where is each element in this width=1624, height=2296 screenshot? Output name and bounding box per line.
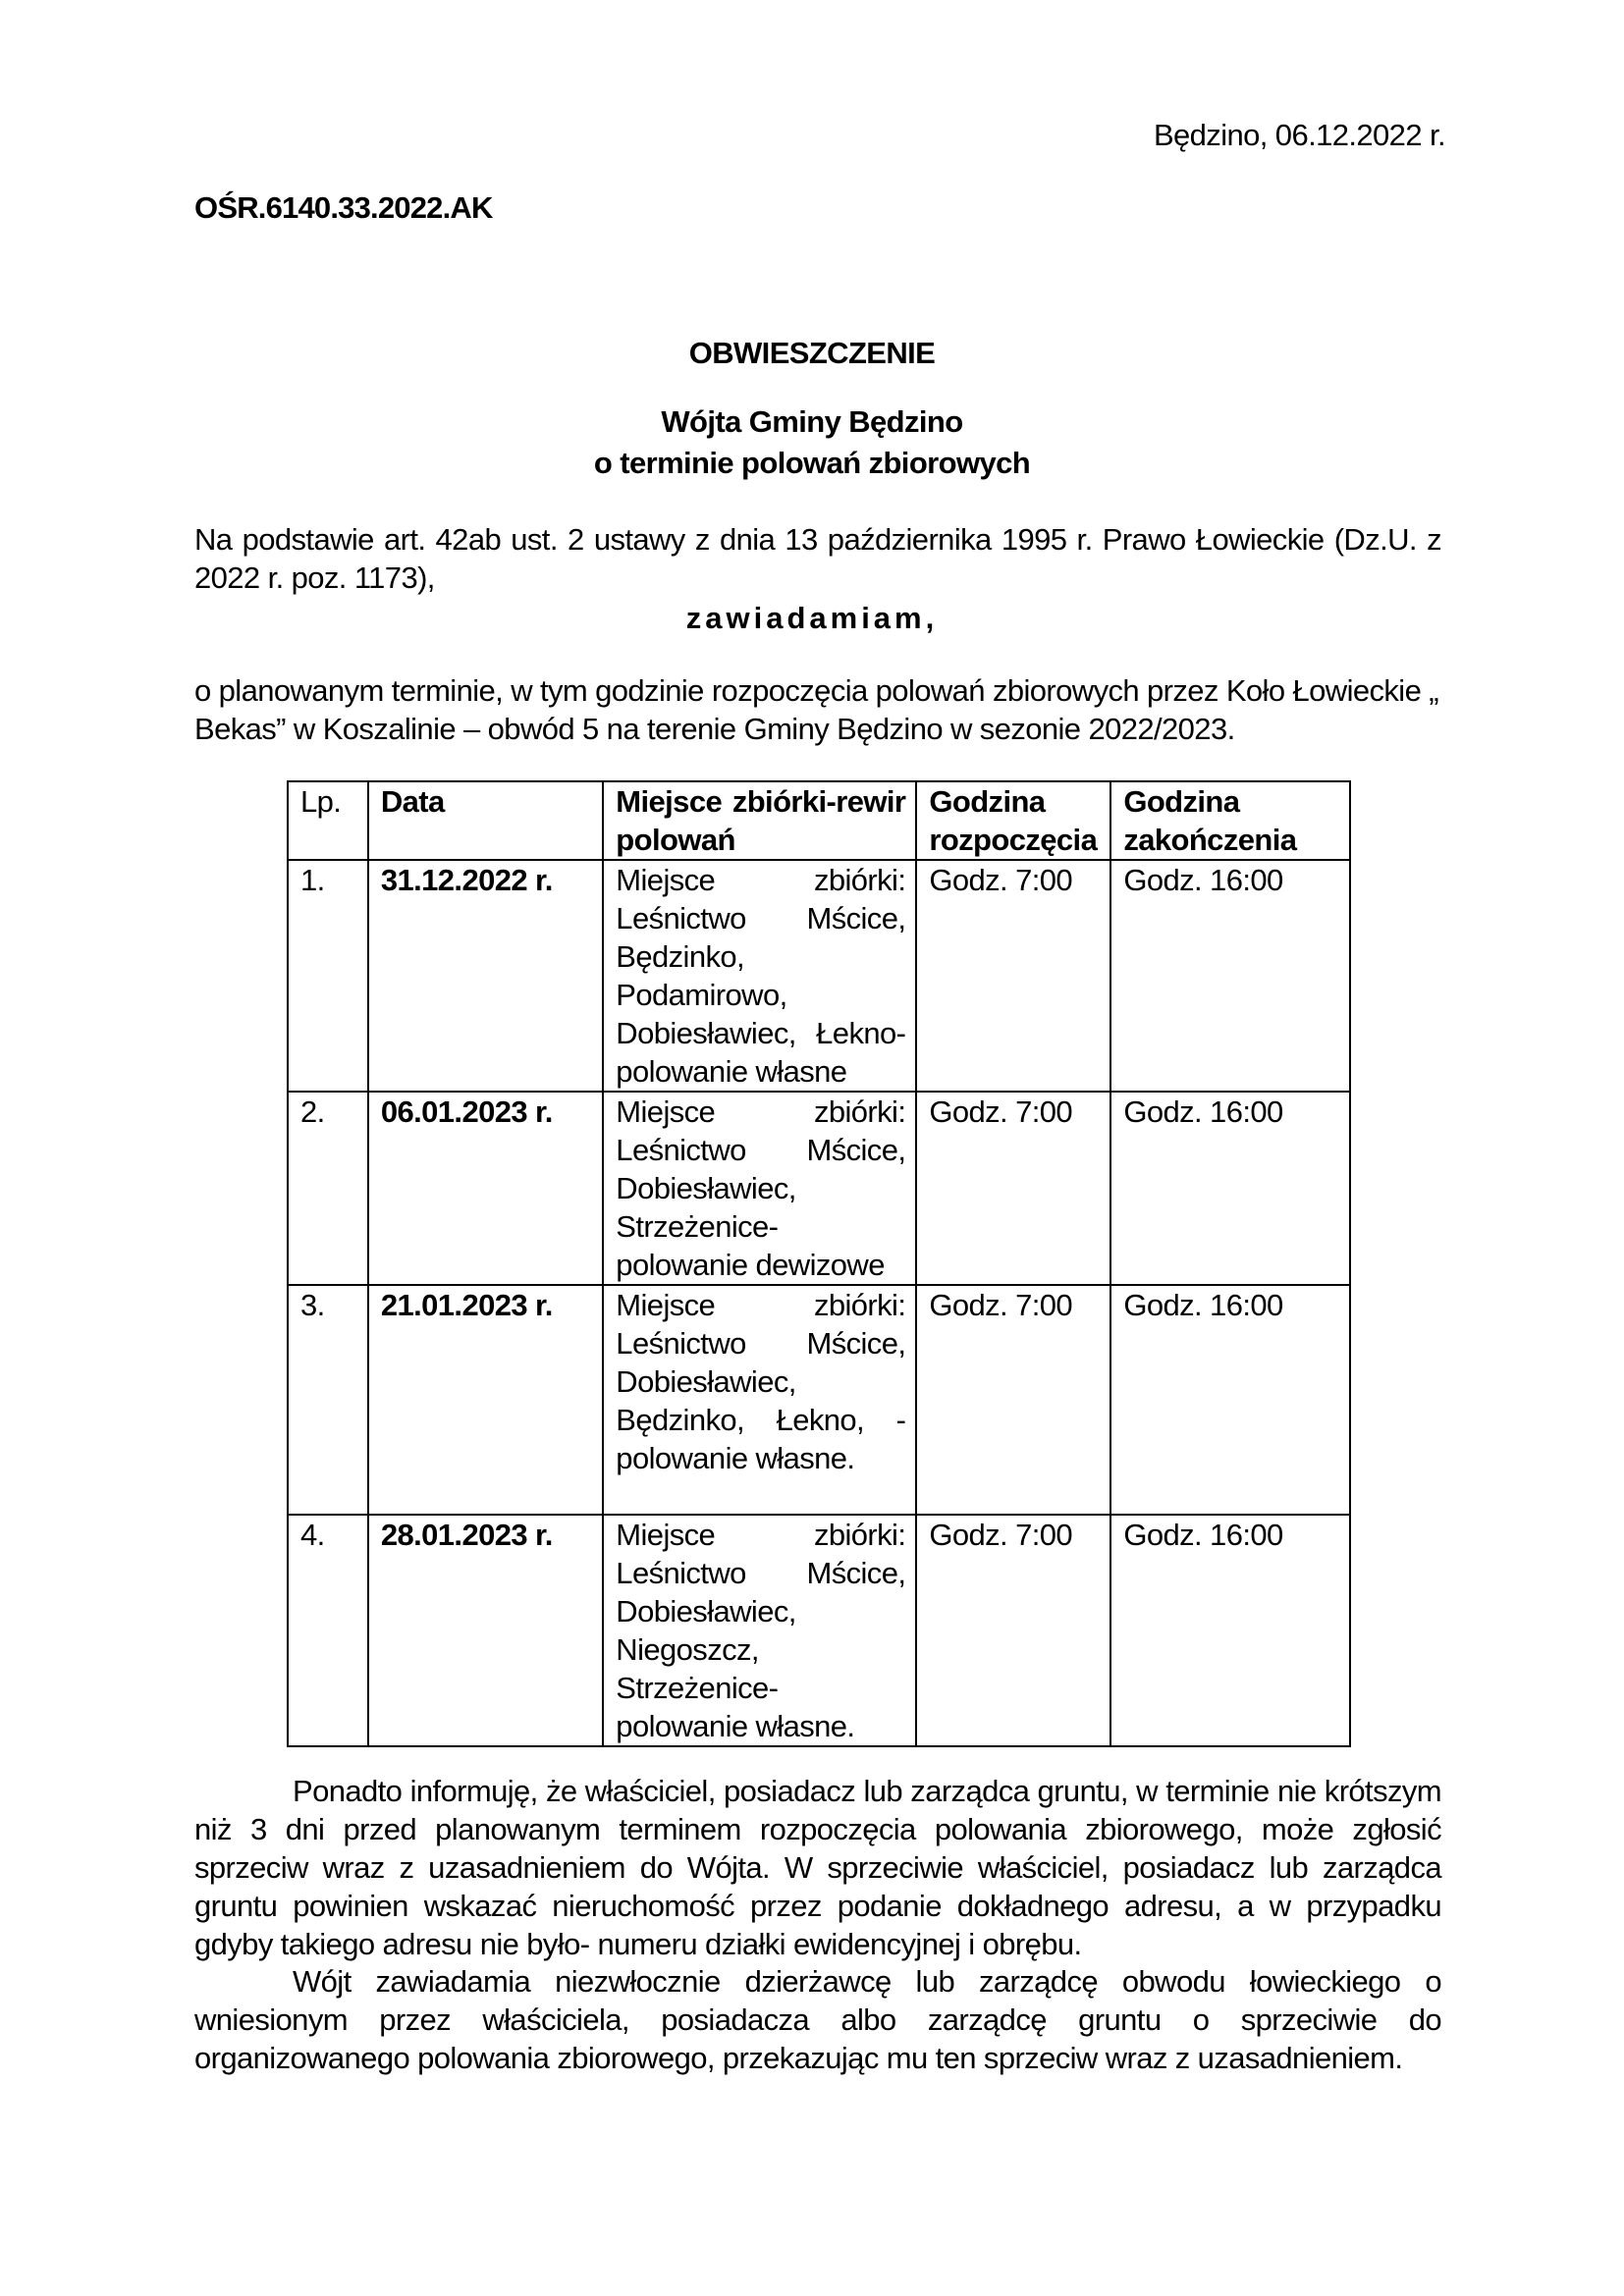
header-end-time: Godzina zakończenia bbox=[1110, 781, 1350, 860]
row-place: Miejsce zbiórki: Leśnictwo Mścice, Będzinko, Podamirowo, Dobiesławiec, Łekno- polowanie własne bbox=[603, 860, 916, 1092]
hunting-schedule-table bbox=[287, 780, 1351, 1747]
row-date: 31.12.2022 r. bbox=[368, 860, 603, 1092]
row-end-time: Godz. 16:00 bbox=[1110, 1515, 1350, 1746]
document-title: OBWIESZCZENIE bbox=[688, 336, 936, 370]
objection-paragraph: Ponadto informuję, że właściciel, posiadacz lub zarządca gruntu, w terminie nie krótszym niż 3 dni przed planowanym terminem rozpoczęcia polowania zbiorowego, może zgłosić sprzeciw wraz z uzasadnieniem do Wójta. W sprzeciwie właściciel, posiadacz lub zarządca gruntu powinien wskazać nieruchomość przez podanie dokładnego adresu, a w przypadku gdyby takiego adresu nie było- numeru działki ewidencyjnej i obrębu. bbox=[194, 1774, 1441, 1961]
row-end-time: Godz. 16:00 bbox=[1110, 1092, 1350, 1285]
header-date: Data bbox=[368, 781, 603, 860]
reference-number: OŚR.6140.33.2022.AK bbox=[194, 190, 493, 225]
forwarding-paragraph: Wójt zawiadamia niezwłocznie dzierżawcę lub zarządcę obwodu łowieckiego o wniesionym przez właściciela, posiadacza albo zarządcę gruntu o sprzeciwie do organizowanego polowania zbiorowego, przekazując mu ten sprzeciw wraz z uzasadnieniem. bbox=[194, 1964, 1441, 2075]
row-end-time: Godz. 16:00 bbox=[1110, 860, 1350, 1092]
announcement-word: zawiadamiam, bbox=[685, 601, 939, 635]
row-date: 28.01.2023 r. bbox=[368, 1515, 603, 1746]
header-lp: Lp. bbox=[288, 781, 368, 860]
legal-basis-paragraph: Na podstawie art. 42ab ust. 2 ustawy z dnia 13 października 1995 r. Prawo Łowieckie (Dz.U. z 2022 r. poz. 1173), bbox=[194, 522, 1441, 595]
row-start-time: Godz. 7:00 bbox=[916, 1285, 1110, 1515]
table-row bbox=[288, 1515, 1350, 1746]
row-place: Miejsce zbiórki: Leśnictwo Mścice, Dobiesławiec, Niegoszcz, Strzeżenice-polowanie własne. bbox=[603, 1515, 916, 1746]
header-start-time: Godzina rozpoczęcia bbox=[916, 781, 1110, 860]
table-row bbox=[288, 1285, 1350, 1515]
notice-paragraph: o planowanym terminie, w tym godzinie rozpoczęcia polowań zbiorowych przez Koło Łowieckie „ Bekas” w Koszalinie – obwód 5 na terenie Gminy Będzino w sezonie 2022/2023. bbox=[194, 673, 1438, 746]
row-lp: 3. bbox=[288, 1285, 368, 1515]
header-place: Miejsce zbiórki-rewir polowań bbox=[603, 781, 916, 860]
row-date: 21.01.2023 r. bbox=[368, 1285, 603, 1515]
row-start-time: Godz. 7:00 bbox=[916, 1515, 1110, 1746]
row-date: 06.01.2023 r. bbox=[368, 1092, 603, 1285]
row-end-time: Godz. 16:00 bbox=[1110, 1285, 1350, 1515]
document-issuer: Wójta Gminy Będzino bbox=[661, 404, 963, 439]
row-place: Miejsce zbiórki: Leśnictwo Mścice, Dobiesławiec, Strzeżenice- polowanie dewizowe bbox=[603, 1092, 916, 1285]
row-lp: 2. bbox=[288, 1092, 368, 1285]
place-and-date: Będzino, 06.12.2022 r. bbox=[1153, 118, 1445, 152]
row-lp: 4. bbox=[288, 1515, 368, 1746]
table-row bbox=[288, 1092, 1350, 1285]
row-lp: 1. bbox=[288, 860, 368, 1092]
row-start-time: Godz. 7:00 bbox=[916, 1092, 1110, 1285]
row-start-time: Godz. 7:00 bbox=[916, 860, 1110, 1092]
document-subject: o terminie polowań zbiorowych bbox=[593, 446, 1031, 480]
table-header-row bbox=[288, 781, 1350, 860]
row-place: Miejsce zbiórki: Leśnictwo Mścice, Dobiesławiec, Będzinko, Łekno, - polowanie własne. bbox=[603, 1285, 916, 1515]
table-row bbox=[288, 860, 1350, 1092]
